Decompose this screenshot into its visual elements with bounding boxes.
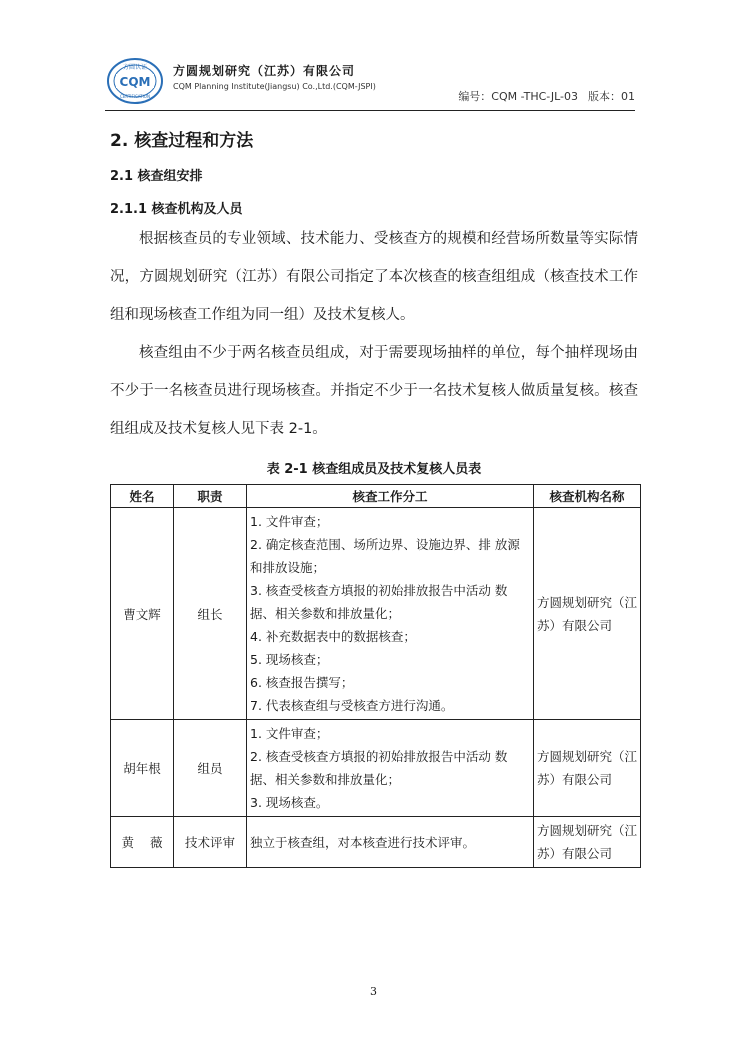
member-duties	[247, 508, 534, 720]
version-text: 版本：01	[588, 90, 635, 103]
logo-text: CQM	[119, 75, 151, 89]
header-duties: 核查工作分工	[247, 485, 534, 508]
member-duties	[247, 720, 534, 817]
duty-item: 1. 文件审查；	[250, 726, 329, 741]
team-members-table	[110, 484, 641, 868]
page-number: 3	[370, 985, 377, 998]
duty-item: 6. 核查报告撰写；	[250, 675, 354, 690]
duty-item: 独立于核查组，对本核查进行技术评审。	[250, 834, 476, 850]
document-number	[448, 88, 635, 104]
duty-item: 4. 补充数据表中的数据核查；	[250, 629, 416, 644]
member-org: 方圆规划研究（江苏）有限公司	[534, 508, 641, 720]
subsection-heading: 2.1 核查组安排	[110, 169, 203, 184]
table-row	[111, 720, 641, 817]
member-role: 技术评审	[174, 817, 247, 868]
member-org: 方圆规划研究（江苏）有限公司	[534, 817, 641, 868]
doc-number-text: 编号：CQM -THC-JL-03	[458, 90, 578, 103]
duty-item: 3. 核查受核查方填报的初始排放报告中活动 数据、相关参数和排放量化；	[250, 583, 508, 621]
duty-item: 3. 现场核查。	[250, 795, 329, 810]
member-role: 组长	[174, 508, 247, 720]
header-role: 职责	[174, 485, 247, 508]
subsubsection-heading: 2.1.1 核查机构及人员	[110, 202, 243, 217]
member-name: 黄 薇	[111, 817, 174, 868]
duty-item: 5. 现场核查；	[250, 652, 329, 667]
member-duties	[247, 817, 534, 868]
section-heading: 2. 核查过程和方法	[110, 131, 254, 151]
company-name-en: CQM Planning Institute(Jiangsu) Co.,Ltd.(CQM-JSPI)	[173, 82, 376, 91]
duty-item: 1. 文件审查；	[250, 514, 329, 529]
company-name-cn: 方圆规划研究（江苏）有限公司	[173, 64, 356, 78]
member-role: 组员	[174, 720, 247, 817]
duty-item: 2. 确定核查范围、场所边界、设施边界、排 放源和排放设施；	[250, 537, 520, 575]
member-name: 曹文辉	[111, 508, 174, 720]
table-row	[111, 817, 641, 868]
member-name: 胡年根	[111, 720, 174, 817]
logo-ring-top-text: 方圆认证	[122, 64, 148, 71]
header-divider	[105, 110, 635, 111]
table-header-row	[111, 485, 641, 508]
cqm-logo-icon	[105, 56, 165, 106]
member-org: 方圆规划研究（江苏）有限公司	[534, 720, 641, 817]
table-caption: 表 2-1 核查组成员及技术复核人员表	[266, 462, 482, 477]
main-content	[110, 128, 638, 868]
paragraph: 根据核查员的专业领域、技术能力、受核查方的规模和经营场所数量等实际情况，方圆规划研究（江苏）有限公司指定了本次核查的核查组组成（核查技术工作组和现场核查工作组为同一组）及技术复核人。	[110, 231, 638, 323]
table-row	[111, 508, 641, 720]
logo-ring-bottom-text: CERTIFICATION	[120, 94, 150, 99]
duty-item: 2. 核查受核查方填报的初始排放报告中活动 数据、相关参数和排放量化；	[250, 749, 508, 787]
duty-item: 7. 代表核查组与受核查方进行沟通。	[250, 698, 454, 713]
paragraph: 核查组由不少于两名核查员组成，对于需要现场抽样的单位，每个抽样现场由不少于一名核查员进行现场核查。并指定不少于一名技术复核人做质量复核。核查组组成及技术复核人见下表 2-1。	[110, 345, 638, 437]
header-name: 姓名	[111, 485, 174, 508]
page-header	[105, 52, 635, 108]
header-org: 核查机构名称	[534, 485, 641, 508]
